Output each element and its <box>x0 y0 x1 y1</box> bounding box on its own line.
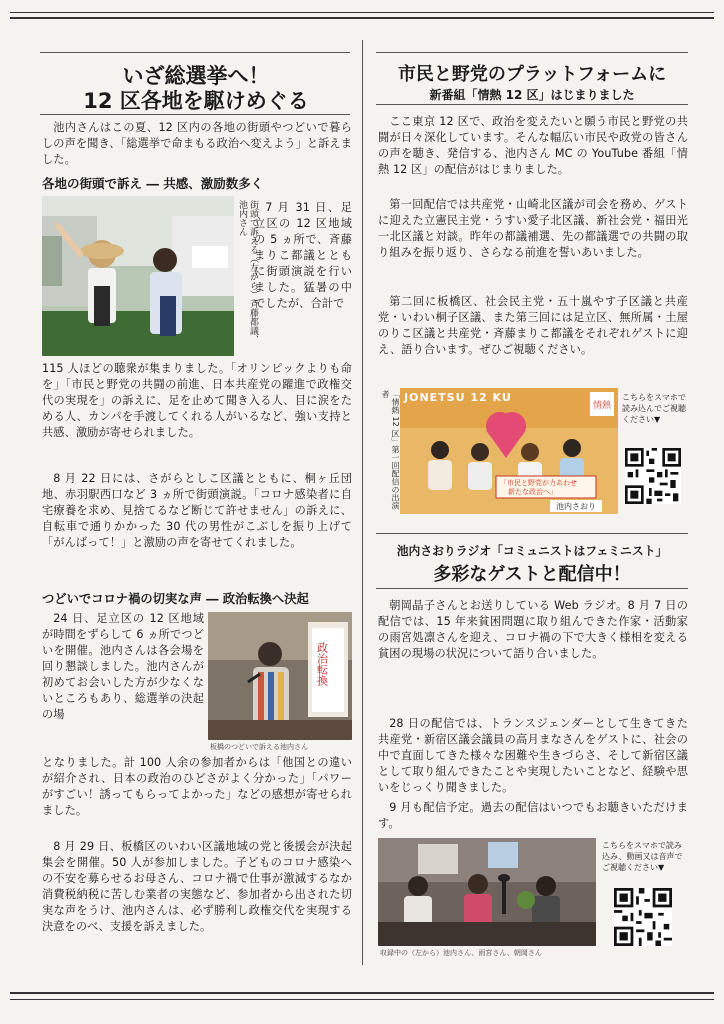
street-speech-photo <box>42 196 234 356</box>
right-headline-line1: 市民と野党のプラットフォームに <box>397 64 667 85</box>
banner-box-line1: 「市民と野党が力あわせ <box>500 479 577 487</box>
left-headline-line2: 12 区各地を駆けめぐる <box>83 89 309 113</box>
right-paragraph-3: 第二回に板橋区、社会民主党・五十嵐やす子区議と共産党・いわい桐子区議、また第三回には足立区、無所属・土屋のりこ区議と共産党・斉藤まりこ都議をそれぞれゲストに迎え、語り合います。ぜひご視聴ください。 <box>378 295 688 356</box>
right-headline-rule <box>376 104 688 105</box>
radio-photo-caption: 収録中の（左から）池内さん、雨宮さん、朝岡さん <box>380 949 542 957</box>
right-paragraph-2: 第一回配信では共産党・山崎北区議が司会を務め、ゲストに迎えた立憲民主党・うすい愛子北区議、新社会党・福田光一北区議と対談。昨年の都議補選、先の都議選での共闘の取り組みを振り返り、さらなる前進を誓いあいました。 <box>378 198 688 259</box>
right-top-rule <box>376 52 688 53</box>
street-speech-photo-caption: 街頭で訴える（左から）斉藤都議、池内さん <box>237 200 258 344</box>
banner-vertical-caption: 「情熱 12 区」第一回配信の出演者 <box>381 390 400 510</box>
radio-top-rule <box>376 533 688 534</box>
qr-code-1[interactable] <box>625 448 681 504</box>
radio-headline-rule <box>376 588 688 589</box>
right-paragraph-4: 朝岡晶子さんとお送りしている Web ラジオ。8 月 7 日の配信では、15 年来貧困問題に取り組んできた作家・活動家の雨宮処凛さんを迎え、コロナ禍の下で大きく様相を変える貧困の現場の状況について語り合いました。 <box>378 599 688 660</box>
gathering-photo-caption: 板橋のつどいで訴える池内さん <box>210 743 308 751</box>
radio-headline-line1: 池内さおりラジオ「コミュニストはフェミニスト」 <box>396 544 668 558</box>
qr-code-2-label: こちらをスマホで読み込み、動画又は音声でご視聴ください▼ <box>602 841 683 872</box>
gathering-sign-text: 政治転換 <box>315 642 329 686</box>
left-section1-body2: 8 月 22 日には、さがらとしこ区議とともに、桐ヶ丘団地、赤羽駅西口など 3 ヵ所で街頭演説。「コロナ感染者に自宅療養を求め、見捨てるなど断じて許せません」の訴えに、自転車で通りかかった 30 代の男性がこぶしを振り上げて「がんばって！」と激励の声を寄せてくれました。 <box>42 472 352 549</box>
left-section2-body2: 8 月 29 日、板橋区のいわい区議地域の党と後援会が決起集会を開催。50 人が参加しました。子どものコロナ感染への不安を募らせるお母さん、コロナ禍で仕事が激減するなか消費税納税に苦しむ業者の実態など、参加者から出された切実な声をうけ、池内さんは、必ず勝利し政権交代を実現する決意をのべ、支援を訴えました。 <box>42 840 352 933</box>
gathering-speech-photo <box>208 612 352 740</box>
left-section2-body: となりました。計 100 人余の参加者からは「他国との違いが紹介され、日本の政治のひどさがよく分かった」「パワーがすごい！誘ってもらってよかった」などの感想が寄せられました。 <box>42 756 352 817</box>
qr-code-2[interactable] <box>614 888 672 946</box>
left-section1-sidetext: 7 月 31 日、足立区の 12 区地域の 5 ヵ所で、斉藤まりこ都議とともに街頭演説を行いました。猛暑の中でしたが、合計で <box>254 201 352 310</box>
bottom-border-rule <box>10 992 714 1000</box>
radio-headline-line2: 多彩なゲストと配信中！ <box>433 564 631 585</box>
top-border-rule <box>10 12 714 19</box>
right-paragraph-5: 28 日の配信では、トランスジェンダーとして生きてきた共産党・新宿区議会議員の高月まなさんをゲストに、社会の中で直面してきた様々な困難や生きづらさ、そして新宿区議として取り組んできたことや実現したいことなど、経験や思いをじっくり聞きました。 <box>378 717 688 794</box>
banner-name: 池内さおり <box>556 502 596 511</box>
banner-badge: 情熱 <box>593 401 612 411</box>
left-subheading-1: 各地の街頭で訴え ― 共感、激励数多く <box>42 176 264 191</box>
right-headline-line2: 新番組「情熱 12 区」はじまりました <box>429 88 635 102</box>
left-headline-rule <box>40 114 350 115</box>
radio-recording-photo <box>378 838 596 946</box>
right-paragraph-6: 9 月も配信予定。過去の配信はいつでもお聴きいただけます。 <box>378 801 688 830</box>
left-section1-body: 115 人ほどの聴衆が集まりました。「オリンピックよりも命を」「市民と野党の共闘の前進、日本共産党の躍進で政権交代の実現を」の訴えに、足を止めて聞き入る人、目に涙をためる人、カンパを手渡してくれる人がいるなど、強い支持と共感、激励が寄せられました。 <box>42 362 352 439</box>
banner-box-line2: 新たな政治へ」 <box>508 488 557 496</box>
right-paragraph-1: ここ東京 12 区で、政治を変えたいと願う市民と野党の共闘が日々深化しています。そんな幅広い市民や政党の皆さんの声を聴き、発信する、池内さん MC の YouTube 番組「情熱 12 区」の配信がはじまりました。 <box>378 115 688 176</box>
column-divider <box>362 40 363 965</box>
left-intro: 池内さんはこの夏、12 区内の各地の街頭やつどいで暮らしの声を聞き、「総選挙で命まもる政治へ変えよう」と訴えました。 <box>42 121 353 166</box>
banner-title: JONETSU 12 KU <box>404 391 512 404</box>
qr-code-1-label: こちらをスマホで読み込んでご視聴ください▼ <box>622 393 686 424</box>
left-headline-line1: いざ総選挙へ！ <box>122 64 270 88</box>
left-section2-sidetext: 24 日、足立区の 12 区地域が時間をずらして 6 ヵ所でつどいを開催。池内さんは各会場を回り懇談しました。池内さんが初めてお会いした方が少なくないところもあり、総選挙の決起の場 <box>42 612 204 721</box>
left-subheading-2: つどいでコロナ禍の切実な声 ― 政治転換へ決起 <box>42 592 309 606</box>
jonetsu-12ku-banner <box>400 388 618 514</box>
left-top-rule <box>40 52 350 53</box>
